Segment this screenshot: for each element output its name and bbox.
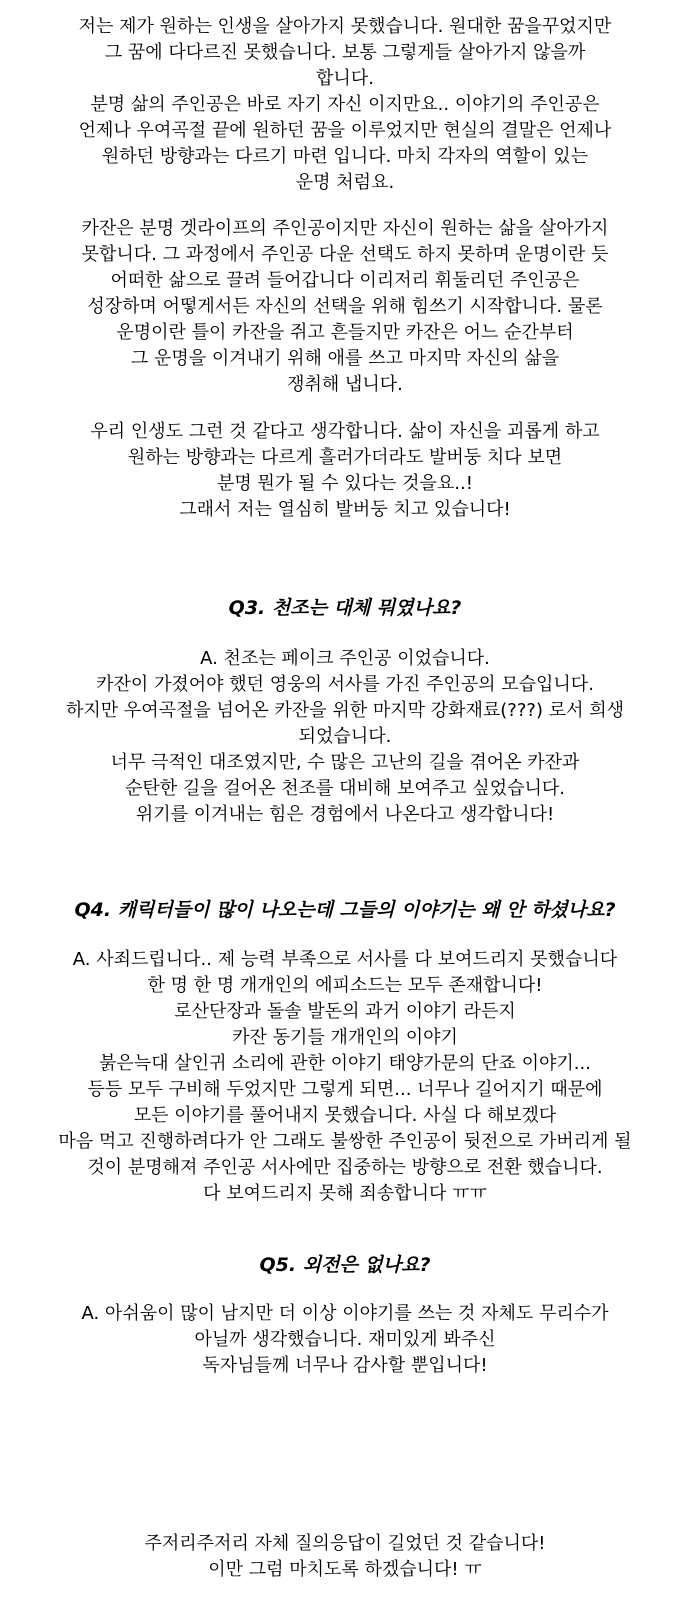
answer-line: 것이 분명해져 주인공 서사에만 집중하는 방향으로 전환 했습니다. (87, 1157, 603, 1178)
q4-answer (0, 947, 690, 1207)
answer-line: A. 아쉬움이 많이 남지만 더 이상 이야기를 쓰는 것 자체도 무리수가 (81, 1303, 609, 1324)
q5-heading (0, 1252, 690, 1278)
question-title: Q5. 외전은 없나요? (259, 1254, 431, 1276)
text-line: 운명이란 틀이 카잔을 쥐고 흔들지만 카잔은 어느 순간부터 (116, 322, 574, 343)
text-line: 못합니다. 그 과정에서 주인공 다운 선택도 하지 못하며 운명이란 듯 (81, 244, 609, 265)
text-line: 저는 제가 원하는 인생을 살아가지 못했습니다. 원대한 꿈을꾸었지만 (78, 16, 612, 37)
answer-line: 카잔이 가졌어야 했던 영웅의 서사를 가진 주인공의 모습입니다. (96, 674, 594, 695)
q3-heading (0, 595, 690, 621)
answer-line: 한 명 한 명 개개인의 에피소드는 모두 존재합니다! (147, 975, 543, 996)
answer-line: 마음 먹고 진행하려다가 안 그래도 불쌍한 주인공이 뒷전으로 가버리게 될 (58, 1131, 632, 1152)
text-line: 합니다. (316, 68, 374, 89)
text-line: 언제나 우여곡절 끝에 원하던 꿈을 이루었지만 현실의 결말은 언제나 (78, 120, 612, 141)
answer-line: 하지만 우여곡절을 넘어온 카잔을 위한 마지막 강화재료(???) 로서 희생 (66, 700, 624, 721)
answer-line: 위기를 이겨내는 힘은 경험에서 나온다고 생각합니다! (135, 804, 555, 825)
q3-answer (0, 646, 690, 828)
text-line: 그 운명을 이겨내기 위해 애를 쓰고 마지막 자신의 삶을 (130, 348, 560, 369)
text-line: 원하는 방향과는 다르게 흘러가더라도 발버둥 치다 보면 (127, 447, 563, 468)
answer-line: 너무 극적인 대조였지만, 수 많은 고난의 길을 겪어온 카잔과 (110, 752, 580, 773)
answer-line: 카잔 동기들 개개인의 이야기 (232, 1027, 458, 1048)
text-line: 분명 뭔가 될 수 있다는 것을요..! (217, 473, 473, 494)
answer-line: 아닐까 생각했습니다. 재미있게 봐주신 (194, 1329, 496, 1350)
q4-heading (0, 897, 690, 923)
answer-line: 모든 이야기를 풀어내지 못했습니다. 사실 다 해보겠다 (133, 1105, 557, 1126)
text-line: 성장하며 어떻게서든 자신의 선택을 위해 힘쓰기 시작합니다. 물론 (87, 296, 603, 317)
intro-paragraph-2 (0, 216, 690, 398)
answer-line: 되었습니다. (298, 726, 392, 747)
text-line: 어떠한 삶으로 끌려 들어갑니다 이리저리 휘둘리던 주인공은 (110, 270, 580, 291)
text-line: 카잔은 분명 겟라이프의 주인공이지만 자신이 원하는 삶을 살아가지 (81, 218, 609, 239)
text-line: 그래서 저는 열심히 발버둥 치고 있습니다! (179, 499, 511, 520)
text-line: 원하던 방향과는 다르기 마련 입니다. 마치 각자의 역할이 있는 (101, 146, 589, 167)
question-title: Q4. 캐릭터들이 많이 나오는데 그들의 이야기는 왜 안 하셨나요? (74, 899, 616, 921)
intro-paragraph-3 (0, 419, 690, 523)
text-line: 운명 처럼요. (295, 172, 395, 193)
answer-line: 붉은늑대 살인귀 소리에 관한 이야기 태양가문의 단죠 이야기... (99, 1053, 591, 1074)
intro-paragraph-1 (0, 14, 690, 196)
answer-line: 순탄한 길을 걸어온 천조를 대비해 보여주고 싶었습니다. (125, 778, 565, 799)
text-line: 분명 삶의 주인공은 바로 자기 자신 이지만요.. 이야기의 주인공은 (90, 94, 600, 115)
question-title: Q3. 천조는 대체 뭐였나요? (228, 597, 462, 619)
answer-line: 로산단장과 돌솔 발돈의 과거 이야기 라든지 (174, 1001, 516, 1022)
answer-line: A. 사죄드립니다.. 제 능력 부족으로 서사를 다 보여드리지 못했습니다 (72, 949, 618, 970)
answer-line: 독자님들께 너무나 감사할 뿐입니다! (202, 1355, 488, 1376)
q5-answer (0, 1301, 690, 1379)
text-line: 이만 그럼 마치도록 하겠습니다! ㅠ (208, 1559, 482, 1580)
text-line: 쟁취해 냅니다. (287, 374, 403, 395)
text-line: 주저리주저리 자체 질의응답이 길었던 것 같습니다! (144, 1533, 546, 1554)
closing-remarks (0, 1531, 690, 1583)
answer-line: A. 천조는 페이크 주인공 이었습니다. (200, 648, 490, 669)
answer-line: 등등 모두 구비해 두었지만 그렇게 되면... 너무나 길어지기 때문에 (87, 1079, 603, 1100)
answer-line: 다 보여드리지 못해 죄송합니다 ㅠㅠ (203, 1183, 487, 1204)
text-line: 우리 인생도 그런 것 같다고 생각합니다. 삶이 자신을 괴롭게 하고 (90, 421, 600, 442)
text-line: 그 꿈에 다다르진 못했습니다. 보통 그렇게들 살아가지 않을까 (104, 42, 586, 63)
